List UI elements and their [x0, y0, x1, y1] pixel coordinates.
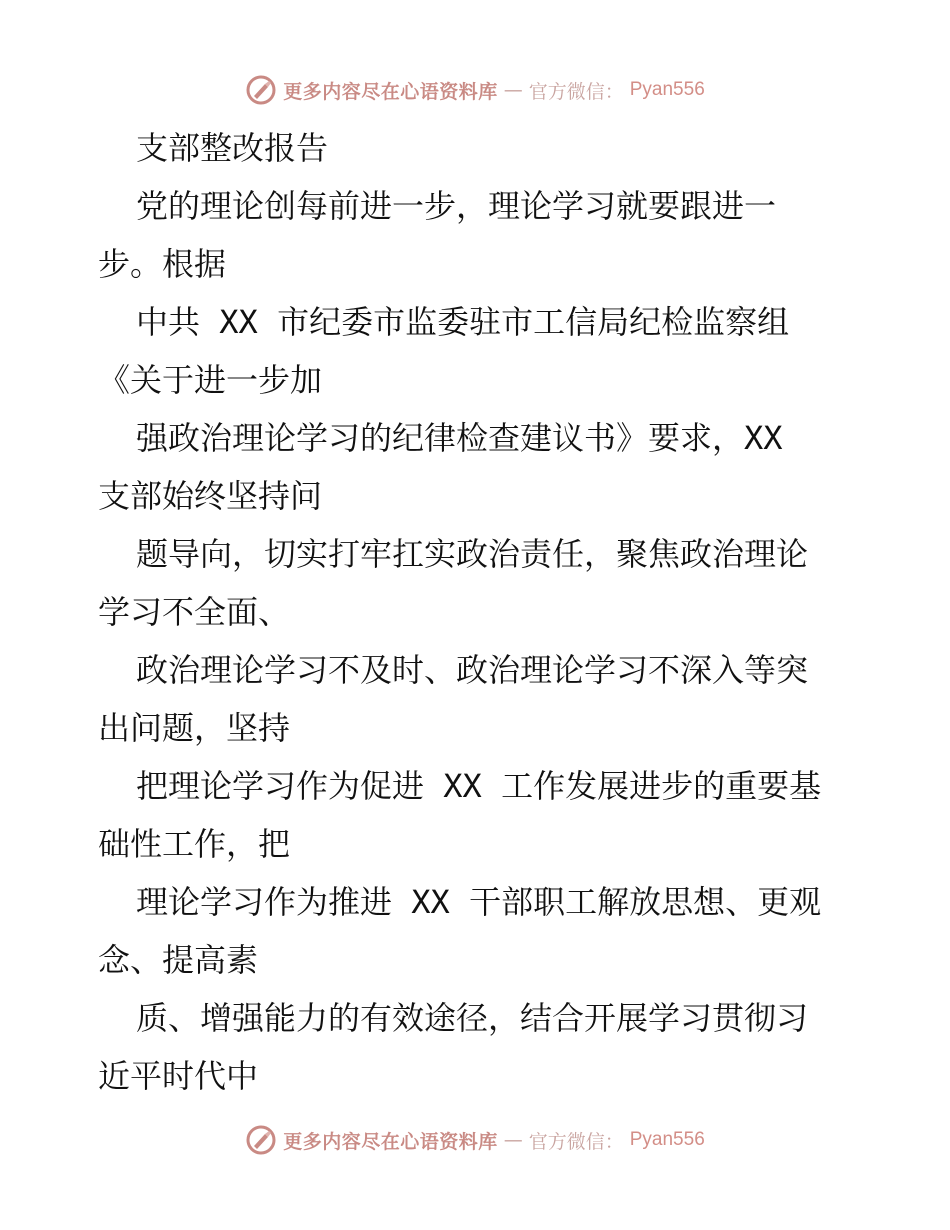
doc-line: 学习不全面、 [98, 593, 291, 631]
watermark-wechat-id: Pyan556 [629, 1129, 705, 1150]
watermark-dash: — [503, 79, 523, 101]
doc-line: 念、提高素 [98, 941, 259, 979]
header-watermark [0, 70, 950, 110]
doc-title: 支部整改报告 [136, 129, 329, 167]
doc-line: 把理论学习作为促进 XX 工作发展进步的重要基 [136, 767, 822, 805]
watermark-label: 官方微信： [528, 80, 624, 103]
doc-line: 题导向，切实打牢扛实政治责任，聚焦政治理论 [136, 535, 809, 573]
doc-line: 步。根据 [98, 245, 227, 283]
watermark-label: 官方微信： [528, 1130, 624, 1153]
doc-line: 础性工作，把 [98, 825, 291, 863]
doc-line: 支部始终坚持问 [98, 477, 323, 515]
pen-logo-icon [245, 74, 277, 106]
doc-line: 政治理论学习不及时、政治理论学习不深入等突 [136, 651, 809, 689]
watermark-dash: — [503, 1129, 523, 1151]
footer-watermark [0, 1120, 950, 1160]
doc-line: 强政治理论学习的纪律检查建议书》要求，XX [136, 419, 783, 457]
doc-line: 《关于进一步加 [98, 361, 323, 399]
pen-logo-icon [245, 1124, 277, 1156]
doc-line: 中共 XX 市纪委市监委驻市工信局纪检监察组 [136, 303, 790, 341]
doc-line: 近平时代中 [98, 1057, 259, 1095]
doc-line: 出问题，坚持 [98, 709, 291, 747]
watermark-wechat-id: Pyan556 [629, 79, 705, 100]
watermark-brand: 更多内容尽在心语资料库 [283, 80, 498, 103]
doc-line: 理论学习作为推进 XX 干部职工解放思想、更观 [136, 883, 822, 921]
watermark-brand: 更多内容尽在心语资料库 [283, 1130, 498, 1153]
doc-line: 质、增强能力的有效途径，结合开展学习贯彻习 [136, 999, 809, 1037]
doc-line: 党的理论创每前进一步，理论学习就要跟进一 [136, 187, 777, 225]
